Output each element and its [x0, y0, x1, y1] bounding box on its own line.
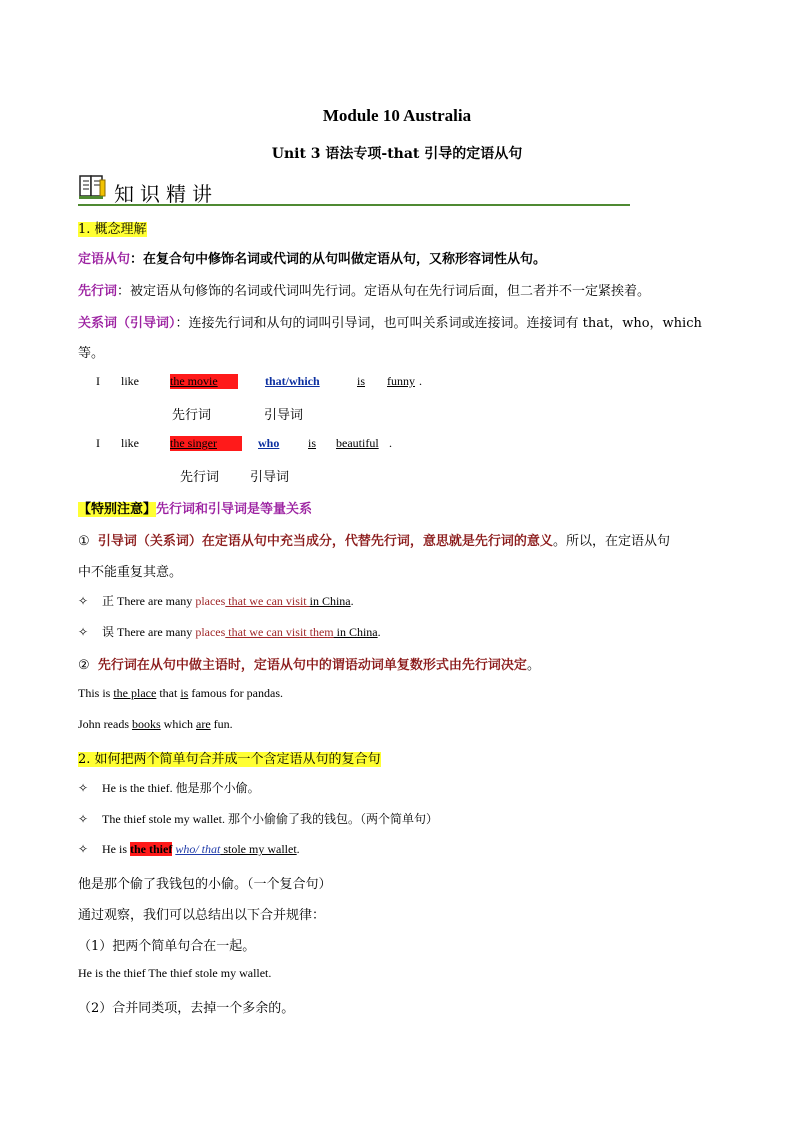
section-header — [78, 174, 630, 206]
label-antecedent-2: 先行词 — [180, 470, 220, 485]
simple-sentence-1: ✧ He is the thief. 他是那个小偷。 — [78, 781, 260, 795]
book-icon — [78, 174, 106, 200]
example-2-period: . — [389, 436, 392, 450]
example-2-subject: I — [96, 436, 100, 450]
wrong-example: ✧ 误 There are many places that we can visit them in China. — [78, 625, 381, 639]
example-4: John reads books which are fun. — [78, 717, 233, 731]
s1-heading: 1. 概念理解 — [78, 222, 147, 237]
complex-sentence-translation: 他是那个偷了我钱包的小偷。（一个复合句） — [78, 877, 332, 892]
label-antecedent-1: 先行词 — [172, 408, 212, 423]
example-2-verb: like — [121, 436, 139, 450]
step-1: （1）把两个简单句合在一起。 — [78, 939, 256, 954]
label-relative-1: 引导词 — [264, 408, 304, 423]
example-1-period: . — [419, 374, 422, 388]
section-title: 知识精讲 — [114, 182, 218, 206]
example-1-verb: like — [121, 374, 139, 388]
diamond-icon: ✧ — [78, 594, 89, 608]
example-2-relative-wrap: who — [258, 436, 280, 450]
correct-example: ✧ 正 There are many places that we can visit in China. — [78, 594, 354, 608]
diamond-icon: ✧ — [78, 812, 89, 826]
note-2: ② 先行词在从句中做主语时，定语从句中的谓语动词单复数形式由先行词决定。 — [78, 658, 540, 673]
label-relative-2: 引导词 — [250, 470, 290, 485]
note-1: ① 引导词（关系词）在定语从句中充当成分，代替先行词，意思就是先行词的意义。所以，在定语从句 — [78, 534, 670, 549]
page-title: Module 10 Australia — [322, 106, 472, 125]
page-subtitle: Unit 3 语法专项-that 引导的定语从句 — [271, 146, 523, 162]
example-2-antecedent: the singer — [170, 436, 242, 451]
def-relative-word-cont: 等。 — [78, 346, 105, 361]
simple-sentence-2: ✧ The thief stole my wallet. 那个小偷偷了我的钱包。（两个简单句） — [78, 812, 438, 826]
example-2-clause: is beautiful — [308, 436, 379, 450]
example-3: This is the place that is famous for pandas. — [78, 686, 283, 700]
note-1-cont: 中不能重复其意。 — [78, 565, 183, 580]
s2-heading: 2. 如何把两个简单句合并成一个含定语从句的复合句 — [78, 752, 381, 767]
def-attributive-clause: 定语从句：在复合句中修饰名词或代词的从句叫做定语从句，又称形容词性从句。 — [78, 252, 547, 267]
example-1-clause: is funny — [357, 374, 416, 388]
diamond-icon: ✧ — [78, 781, 89, 795]
step-2: （2）合并同类项，去掉一个多余的。 — [78, 1001, 295, 1016]
observation-text: 通过观察，我们可以总结出以下合并规律： — [78, 908, 326, 923]
def-relative-word: 关系词（引导词）：连接先行词和从句的词叫引导词，也可叫关系词或连接词。连接词有 that，who，which — [78, 316, 702, 331]
example-1-subject: I — [96, 374, 100, 388]
special-note: 【特别注意】先行词和引导词是等量关系 — [78, 502, 313, 517]
diamond-icon: ✧ — [78, 842, 89, 856]
example-1-relative: that/which — [265, 374, 320, 388]
diamond-icon: ✧ — [78, 625, 89, 639]
example-1-antecedent: the movie — [170, 374, 238, 389]
step-1-example: He is the thief The thief stole my wallet. — [78, 966, 272, 980]
def-antecedent: 先行词：被定语从句修饰的名词或代词叫先行词。定语从句在先行词后面，但二者并不一定紧挨着。 — [78, 284, 651, 299]
complex-sentence: ✧ He is the thief who/ that stole my wallet. — [78, 842, 300, 856]
